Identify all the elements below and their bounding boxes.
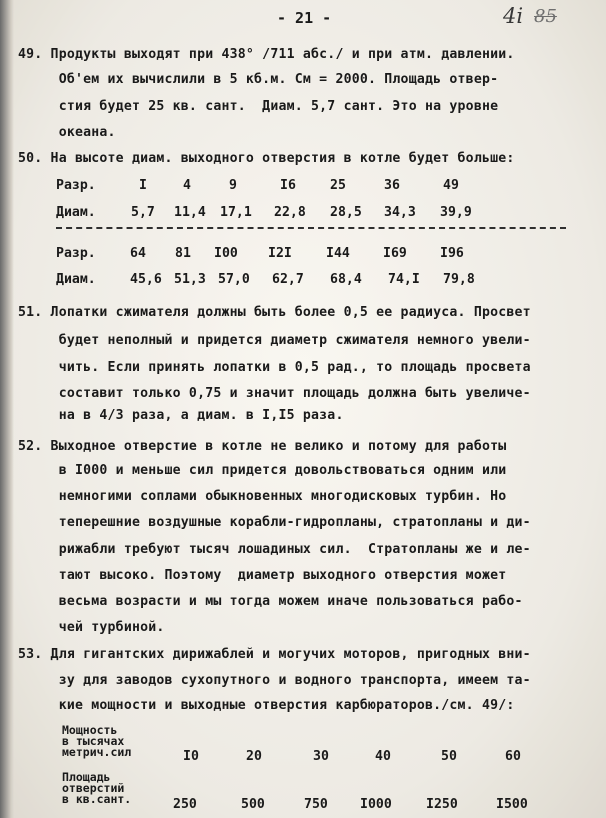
table2-row1-cell: 81 [175, 246, 191, 261]
table3-row1-cell: 30 [313, 749, 329, 764]
table1-row2-cell: 22,8 [274, 205, 306, 220]
table3-row2-cell: I250 [426, 797, 458, 812]
table1-row1-cell: 25 [330, 178, 346, 193]
page-number: - 21 - [277, 9, 332, 27]
table3-row1-cell: 40 [375, 749, 391, 764]
p51-line-3: чить. Если принять лопатки в 0,5 рад., то площадь просвета [18, 360, 531, 375]
p53-line-1: 53. Для гигантских дирижаблей и могучих моторов, пригодных вни- [18, 647, 531, 662]
table3-row1-cell: I0 [183, 749, 199, 764]
table2-row2-cell: 57,0 [218, 272, 250, 287]
table1-row1-label: Разр. [56, 178, 96, 193]
table1-row1-cell: I [139, 178, 147, 193]
table1-row2-cell: 28,5 [330, 205, 362, 220]
p52-line-4: теперешние воздушные корабли-гидропланы, стратопланы и ди- [18, 515, 531, 530]
p52-line-2: в I000 и меньше сил придется довольствоваться одним или [18, 463, 507, 478]
p51-line-1: 51. Лопатки сжимателя должны быть более 0,5 ее радиуса. Просвет [18, 305, 531, 320]
table1-row1-cell: 36 [384, 178, 400, 193]
p52-line-1: 52. Выходное отверстие в котле не велико и потому для работы [18, 439, 507, 454]
p53-line-2: зу для заводов сухопутного и водного транспорта, имеем та- [18, 673, 531, 688]
table3-row2-cell: 250 [173, 797, 197, 812]
table2-row2-cell: 68,4 [330, 272, 362, 287]
table1-row1-cell: I6 [280, 178, 296, 193]
table3-row1-cell: 60 [505, 749, 521, 764]
table3-row1-cell: 50 [441, 749, 457, 764]
table2-row1-cell: I00 [214, 246, 238, 261]
p51-line-4: составит только 0,75 и значит площадь должна быть увеличе- [18, 386, 531, 401]
table1-row2-cell: 11,4 [174, 205, 206, 220]
p52-line-3: немногими соплами обыкновенных многодисковых турбин. Но [18, 489, 507, 504]
table2-row1-cell: I69 [383, 246, 407, 261]
handwritten-crossed-mark: 85 [534, 6, 557, 27]
p49-line-3: стия будет 25 кв. сант. Диам. 5,7 сант. Это на уровне [18, 99, 499, 114]
table3-row2-cell: I500 [496, 797, 528, 812]
table2-row2-cell: 74,I [388, 272, 420, 287]
p52-line-5: рижабли требуют тысяч лошадиных сил. Стратопланы же и ле- [18, 542, 531, 557]
handwritten-page-mark: 4i [503, 4, 524, 28]
p50-intro: 50. На высоте диам. выходного отверстия в котле будет больше: [18, 151, 515, 166]
table3-row2-cell: 500 [241, 797, 265, 812]
table2-row1-cell: I96 [440, 246, 464, 261]
p52-line-8: чей турбиной. [18, 620, 165, 635]
table1-row2-cell: 5,7 [131, 205, 155, 220]
p49-line-2: Об'ем их вычислили в 5 кб.м. См = 2000. Площадь отвер- [18, 72, 499, 87]
table2-row2-cell: 62,7 [272, 272, 304, 287]
p51-line-5: на в 4/3 раза, а диам. в I,I5 раза. [18, 408, 344, 423]
table1-row1-cell: 4 [183, 178, 191, 193]
p49-line-4: океана. [18, 125, 116, 140]
table2-row2-cell: 45,6 [130, 272, 162, 287]
dashed-separator [56, 227, 566, 229]
table1-row2-cell: 17,1 [220, 205, 252, 220]
table3-row1-cell: 20 [246, 749, 262, 764]
table2-row2-label: Диам. [56, 272, 96, 287]
table3-row2-cell: I000 [360, 797, 392, 812]
p49-line-1: 49. Продукты выходят при 438° /711 абс./ и при атм. давлении. [18, 47, 515, 62]
p52-line-7: весьма возрасти и мы тогда можем иначе пользоваться рабо- [18, 594, 523, 609]
table3-row1-label: Мощность в тысячах метрич.сил [62, 723, 132, 759]
table1-row2-label: Диам. [56, 205, 96, 220]
p53-line-3: кие мощности и выходные отверстия карбюраторов./см. 49/: [18, 698, 515, 713]
table3-row2-cell: 750 [304, 797, 328, 812]
table1-row2-cell: 34,3 [384, 205, 416, 220]
table2-row1-cell: I44 [326, 246, 350, 261]
table3-row2-label: Площадь отверстий в кв.сант. [62, 770, 132, 806]
table2-row1-cell: 64 [130, 246, 146, 261]
table2-row1-cell: I2I [268, 246, 292, 261]
table2-row2-cell: 79,8 [443, 272, 475, 287]
table1-row1-cell: 9 [229, 178, 237, 193]
p52-line-6: тают высоко. Поэтому диаметр выходного отверстия может [18, 568, 507, 583]
table2-row2-cell: 51,3 [174, 272, 206, 287]
p51-line-2: будет неполный и придется диаметр сжимателя немного увели- [18, 333, 531, 348]
table2-row1-label: Разр. [56, 246, 96, 261]
table1-row2-cell: 39,9 [440, 205, 472, 220]
table1-row1-cell: 49 [443, 178, 459, 193]
